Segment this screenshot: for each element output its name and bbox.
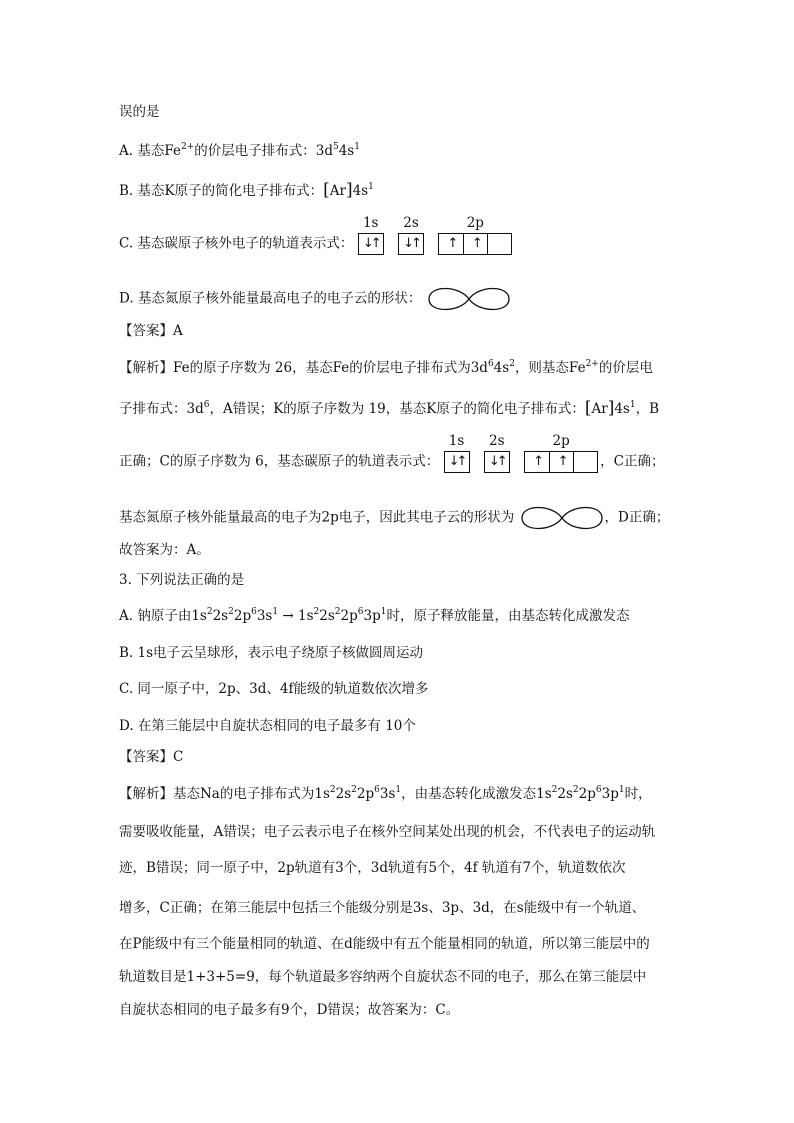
q2-analysis-line-3: 正确；C的原子序数为 6，基态碳原子的轨道表示式： 1s ↓↑ 2s ↓↑ 2p ↑ ↑ ，C正确；: [119, 451, 664, 473]
p-orbital-dumbbell-shape: [426, 283, 512, 315]
q3-stem: 3. 下列说法正确的是: [119, 572, 245, 588]
q2-analysis-line-1: 【解析】Fe的原子序数为 26，基态Fe的价层电子排布式为$3d^64s^2$，则基态$Fe^{2+}$的价层电: [119, 359, 653, 376]
orbital-2s: 2s ↓↑: [398, 233, 424, 255]
q2-analysis-line-2: 子排布式：$3d^6$，A错误；K的原子序数为 19，基态K原子的简化电子排布式：$[Ar]4s^1$，B: [119, 398, 660, 418]
q2-stem-tail: 误的是: [119, 104, 160, 120]
q3-answer: 【答案】C: [119, 749, 184, 765]
q3-analysis-line-7: 自旋状态相同的电子最多有9个，D错误；故答案为：C。: [119, 1002, 460, 1018]
analysis-orbital-1s: 1s ↓↑: [444, 451, 470, 473]
analysis-p-orbital-shape: [519, 502, 605, 534]
q2-option-c: C. 基态碳原子核外电子的轨道表示式： 1s ↓↑ 2s ↓↑ 2p ↑ ↑: [119, 233, 522, 255]
q2-answer: 【答案】A: [119, 323, 183, 339]
q3-analysis-line-5: 在P能级中有三个能量相同的轨道、在d能级中有五个能量相同的轨道，所以第三能层中的: [119, 936, 650, 952]
q3-option-a: A. 钠原子由$1s^22s^22p^63s^1 \to 1s^22s^22p^63p^1$时，原子释放能量，由基态转化成激发态: [119, 607, 630, 624]
q3-analysis-line-6: 轨道数目是1+3+5=9，每个轨道最多容纳两个自旋状态不同的电子，那么在第三能层中: [119, 969, 647, 985]
q3-analysis-line-3: 迹，B错误；同一原子中，2p轨道有3个，3d轨道有5个，4f 轨道有7个，轨道数依次: [119, 860, 626, 876]
q3-analysis-line-1: 【解析】基态Na的电子排布式为$1s^22s^22p^63s^1$，由基态转化成激发态$1s^22s^22p^63p^1$时，: [119, 785, 652, 802]
q3-option-d: D. 在第三能层中自旋状态相同的电子最多有 10个: [119, 718, 416, 734]
q2-analysis-line-4: 基态氮原子核外能量最高的电子为2p电子，因此其电子云的形状为 ，D正确；: [119, 502, 669, 534]
q2-option-a: A. 基态$Fe^{2+}$的价层电子排布式：$3d^54s^1$: [119, 142, 360, 159]
q3-analysis-line-2: 需要吸收能量，A错误；电子云表示电子在核外空间某处出现的机会，不代表电子的运动轨: [119, 824, 656, 840]
q3-option-c: C. 同一原子中，2p、3d、4f能级的轨道数依次增多: [119, 681, 429, 697]
q2-option-b: B. 基态K原子的简化电子排布式：$[Ar]4s^1$: [119, 180, 374, 200]
analysis-orbital-2p: 2p ↑ ↑: [524, 451, 598, 473]
orbital-1s: 1s ↓↑: [358, 233, 384, 255]
q3-analysis-line-4: 增多，C正确；在第三能层中包括三个能级分别是3s、3p、3d，在s能级中有一个轨道、: [119, 900, 646, 916]
q3-option-b: B. 1s电子云呈球形，表示电子绕原子核做圆周运动: [119, 645, 424, 661]
q2-option-d: D. 基态氮原子核外能量最高电子的电子云的形状：: [119, 283, 512, 315]
orbital-2p: 2p ↑ ↑: [438, 233, 512, 255]
q2-analysis-line-5: 故答案为：A。: [119, 542, 210, 558]
analysis-orbital-2s: 2s ↓↑: [484, 451, 510, 473]
